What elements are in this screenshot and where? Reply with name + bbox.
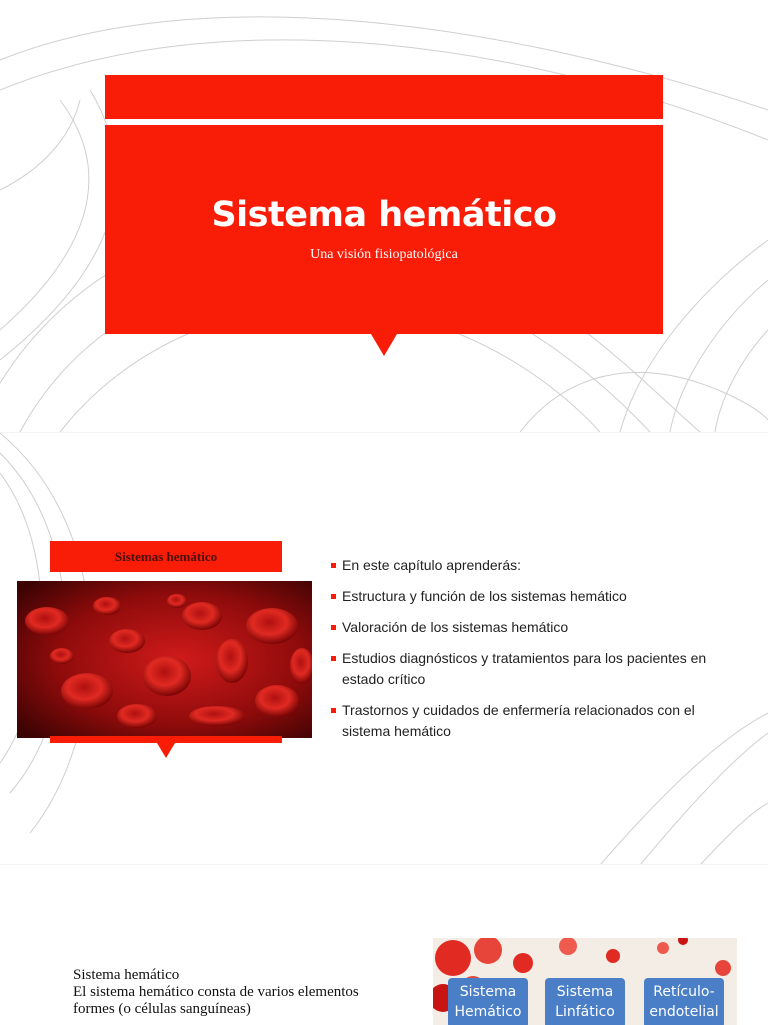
red-blood-cells-image <box>17 581 312 738</box>
title-slide <box>0 0 768 432</box>
system-box-hematico <box>448 978 528 1025</box>
content-slide-partial <box>0 864 768 1025</box>
text-line: El sistema hemático consta de varios elementos <box>73 984 359 1000</box>
list-item: Trastornos y cuidados de enfermería relacionados con el sistema hemático <box>330 700 730 742</box>
image-pointer <box>157 743 175 758</box>
title-box-pointer <box>371 334 397 356</box>
system-box-reticulo <box>644 978 724 1025</box>
system-box-line: Retículo- <box>653 984 715 1000</box>
list-item: Valoración de los sistemas hemático <box>330 617 730 638</box>
text-line: formes (o células sanguíneas) <box>73 1001 251 1017</box>
image-underline <box>50 736 282 743</box>
list-item: Estructura y función de los sistemas hemático <box>330 586 730 607</box>
title-top-strip <box>105 75 663 119</box>
system-box-line: endotelial <box>649 1004 719 1020</box>
text-line: Sistema hemático <box>73 967 180 983</box>
list-item: Estudios diagnósticos y tratamientos para los pacientes en estado crítico <box>330 648 730 690</box>
list-item: En este capítulo aprenderás: <box>330 555 730 576</box>
blood-cells-illustration <box>17 581 312 738</box>
section-tag: Sistemas hemático <box>50 541 282 572</box>
content-slide <box>0 432 768 865</box>
system-box-line: Sistema <box>556 984 614 1000</box>
page-subtitle: Una visión fisiopatológica <box>310 247 458 262</box>
page-title: Sistema hemático <box>211 195 557 235</box>
systems-image <box>433 938 737 1025</box>
bullet-list <box>330 555 730 752</box>
body-text <box>73 967 403 1018</box>
system-box-line: Sistema <box>459 984 517 1000</box>
system-box-linfatico <box>545 978 625 1025</box>
system-box-line: Hemático <box>454 1004 522 1020</box>
system-box-line: Linfático <box>555 1004 615 1020</box>
